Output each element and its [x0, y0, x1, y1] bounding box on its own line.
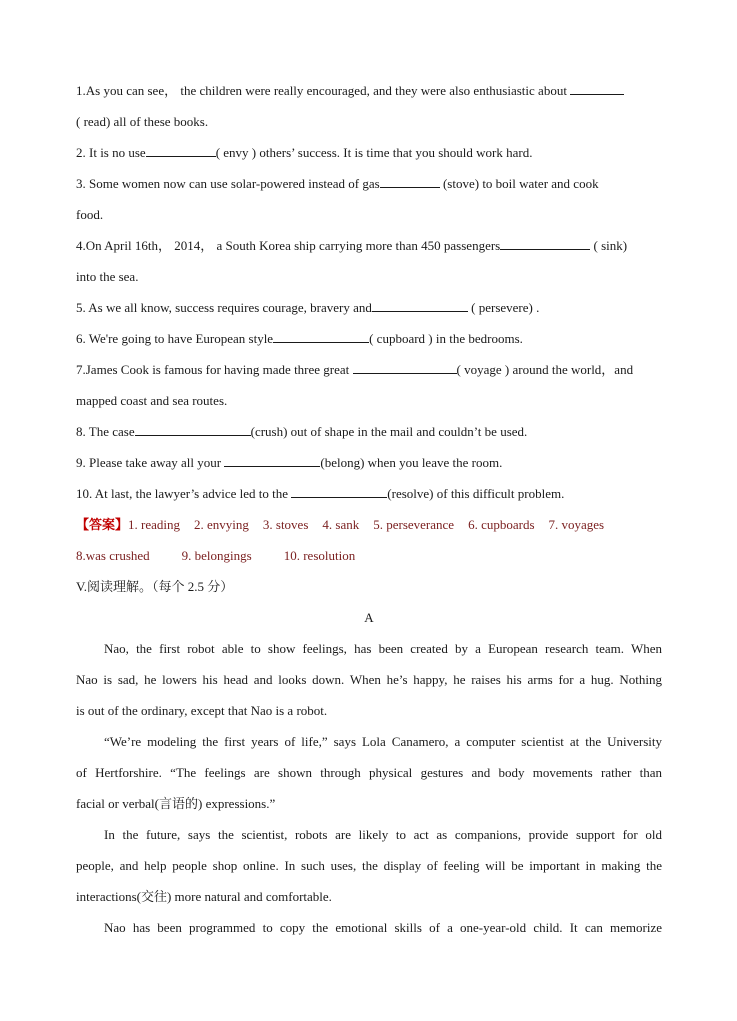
answer-item: 2. envying	[194, 517, 249, 532]
question-line	[76, 421, 662, 452]
answer-item: 1. reading	[128, 517, 180, 532]
answer-blank[interactable]	[380, 173, 440, 188]
answer-key	[76, 514, 662, 576]
answer-blank[interactable]	[372, 297, 468, 312]
passage-line: people, and help people shop online. In such uses, the display of feeling will be important in making the	[76, 858, 662, 873]
answer-item: 3. stoves	[262, 517, 309, 532]
answer-line	[76, 545, 662, 576]
passage-line: In the future, says the scientist, robots are likely to act as companions, provide support for old	[104, 827, 662, 842]
passage-line: “We’re modeling the first years of life,” says Lola Canamero, a computer scientist at the University	[104, 734, 662, 749]
reading-passage	[76, 638, 662, 948]
answer-tag: 【答案】	[76, 517, 129, 532]
question-text-before: 2. It is no use	[76, 145, 146, 160]
question-line	[76, 297, 662, 328]
answer-blank[interactable]	[500, 235, 590, 250]
question-text-before: 6. We're going to have European style	[76, 331, 274, 346]
passage-letter: A	[364, 610, 374, 625]
fill-in-blank-questions	[76, 80, 662, 514]
question-line	[76, 483, 662, 514]
passage-line: interactions(交往) more natural and comfortable.	[76, 889, 332, 904]
question-text-after: (stove) to boil water and cook	[439, 176, 599, 191]
answer-item: 5. perseverance	[373, 517, 455, 532]
question-text: mapped coast and sea routes.	[76, 393, 228, 408]
question-continuation	[76, 266, 662, 297]
question-text-after: (crush) out of shape in the mail and couldn’t be used.	[250, 424, 528, 439]
passage-line: facial or verbal(言语的) expressions.”	[76, 796, 276, 811]
question-text-before: 3. Some women now can use solar-powered instead of gas	[76, 176, 380, 191]
answer-line	[76, 514, 662, 545]
answer-item: 4. sank	[322, 517, 360, 532]
answer-item: 8.was crushed	[76, 548, 150, 563]
question-text-before: 8. The case	[76, 424, 135, 439]
document-page	[76, 80, 662, 948]
question-line	[76, 173, 662, 204]
passage-line: Nao is sad, he lowers his head and looks down. When he’s happy, he raises his arms for a hug. Nothing	[76, 672, 662, 687]
answer-item: 7. voyages	[548, 517, 605, 532]
passage-line: Nao has been programmed to copy the emotional skills of a one-year-old child. It can memorize	[104, 920, 662, 935]
question-text-after: (belong) when you leave the room.	[320, 455, 503, 470]
question-text-before: 7.James Cook is famous for having made three great	[76, 362, 353, 377]
question-line	[76, 80, 662, 111]
answer-blank[interactable]	[353, 359, 457, 374]
answer-blank[interactable]	[570, 80, 624, 95]
question-text-after: ( cupboard ) in the bedrooms.	[369, 331, 523, 346]
question-text-after: (resolve) of this difficult problem.	[387, 486, 565, 501]
answer-blank[interactable]	[291, 483, 387, 498]
question-line	[76, 142, 662, 173]
passage-line: of Hertforshire. “The feelings are shown through physical gestures and body movements rather than	[76, 765, 662, 780]
question-text-before: 10. At last, the lawyer’s advice led to the	[76, 486, 292, 501]
question-text: into the sea.	[76, 269, 139, 284]
question-line	[76, 328, 662, 359]
question-text-after: ( sink)	[590, 238, 628, 253]
question-text-before: 5. As we all know, success requires courage, bravery and	[76, 300, 372, 315]
question-text: food.	[76, 207, 104, 222]
question-text-before: 9. Please take away all your	[76, 455, 225, 470]
answer-item: 10. resolution	[283, 548, 356, 563]
section-title: V.阅读理解。（每个 2.5 分）	[76, 579, 234, 594]
answer-item: 6. cupboards	[468, 517, 535, 532]
question-text: ( read) all of these books.	[76, 114, 209, 129]
passage-line: is out of the ordinary, except that Nao is a robot.	[76, 703, 328, 718]
answer-blank[interactable]	[135, 421, 251, 436]
question-text-after: ( persevere) .	[467, 300, 540, 315]
answer-blank[interactable]	[224, 452, 320, 467]
question-continuation	[76, 111, 662, 142]
question-text-before: 1.As you can see， the children were really encouraged, and they were also enthusiastic about	[76, 83, 571, 98]
passage-line: Nao, the first robot able to show feelings, has been created by a European research team. When	[104, 641, 662, 656]
question-line	[76, 235, 662, 266]
question-line	[76, 452, 662, 483]
answer-item: 9. belongings	[181, 548, 252, 563]
question-text-after: ( envy ) others’ success. It is time that you should work hard.	[215, 145, 533, 160]
question-continuation	[76, 204, 662, 235]
question-text-after: ( voyage ) around the world，and	[456, 362, 634, 377]
answer-blank[interactable]	[146, 142, 216, 157]
question-text-before: 4.On April 16th， 2014， a South Korea ship carrying more than 450 passengers	[76, 238, 501, 253]
question-continuation	[76, 390, 662, 421]
answer-blank[interactable]	[273, 328, 369, 343]
question-line	[76, 359, 662, 390]
